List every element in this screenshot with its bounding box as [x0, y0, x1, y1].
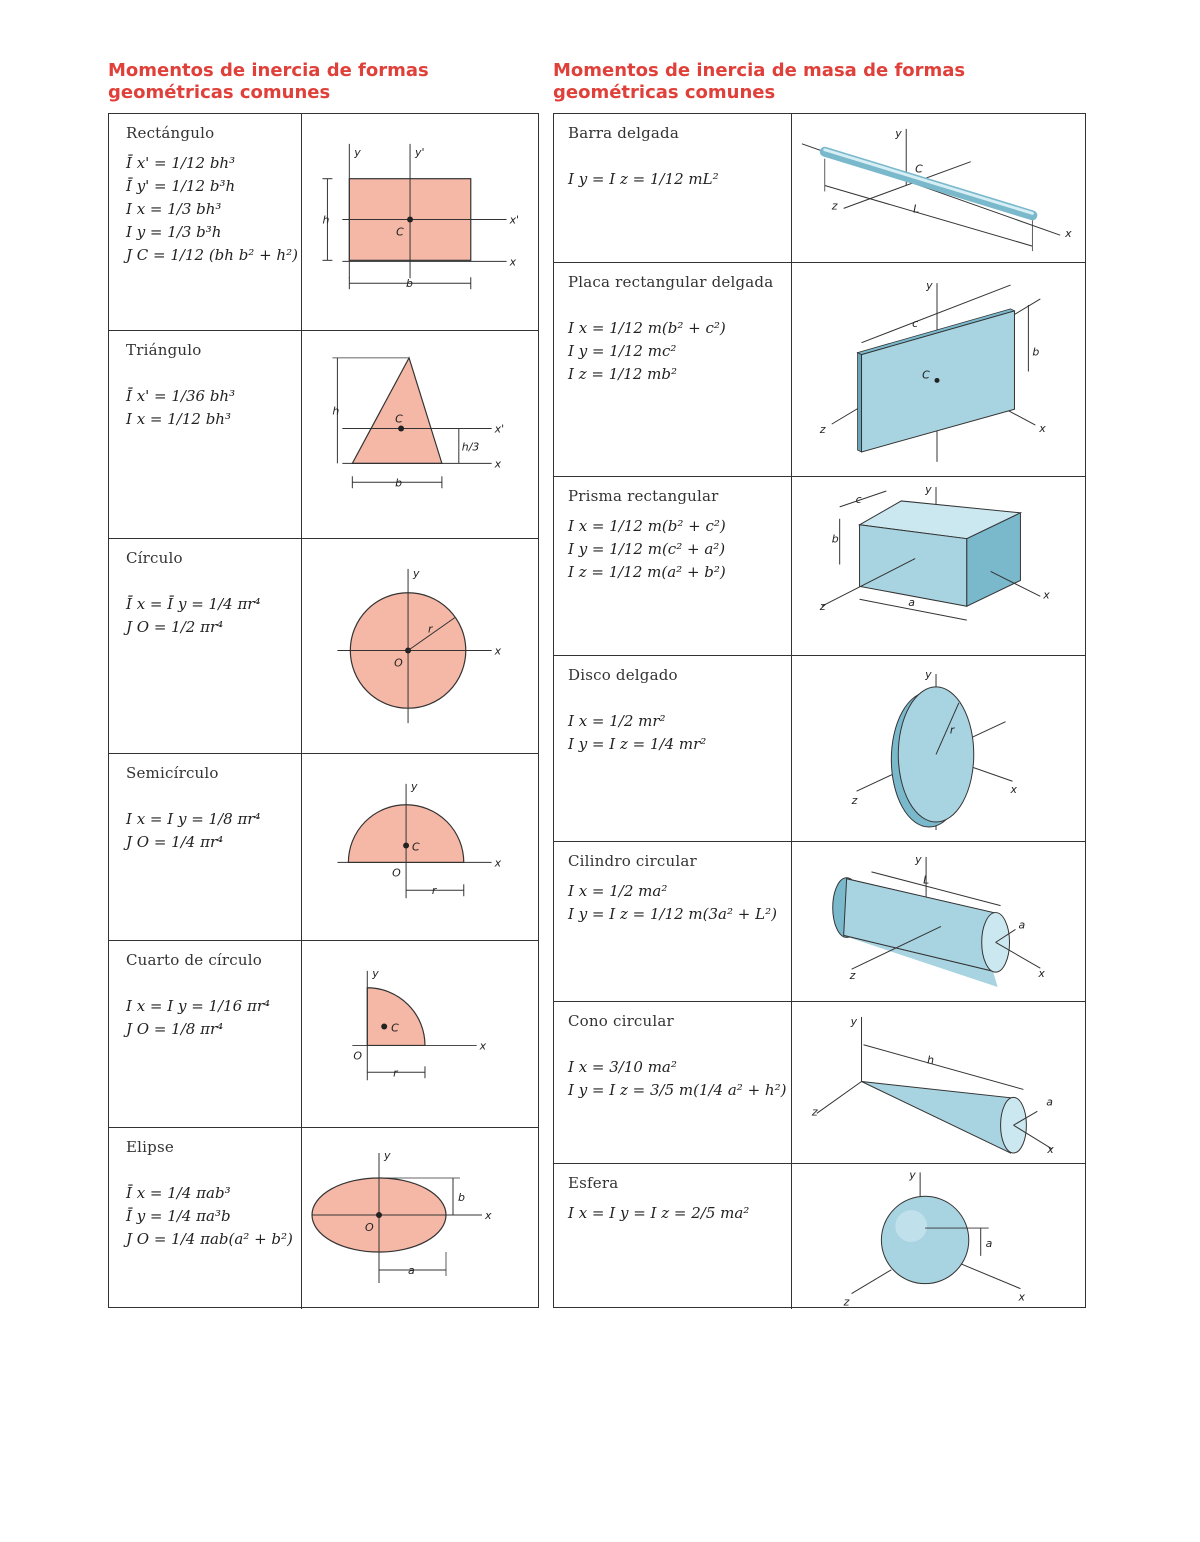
formula-cell — [109, 114, 302, 330]
mass-moments-table — [553, 113, 1086, 1308]
axis-label: y — [384, 1149, 391, 1162]
triangle-shape — [352, 358, 442, 463]
z-axis — [852, 1270, 892, 1294]
shape-name: Círculo — [126, 549, 183, 567]
formula: I y = 1/12 m(c² + a²) — [568, 540, 726, 558]
formula: I x = 1/3 bh³ — [126, 200, 222, 218]
formula: I x = I y = I z = 2/5 ma² — [568, 1204, 750, 1222]
thin-disk-diagram — [792, 656, 1085, 841]
table-row-slender-rod — [554, 114, 1085, 263]
formula-cell — [109, 331, 302, 538]
dimension-label: b — [831, 532, 839, 546]
formula: J O = 1/8 πr⁴ — [126, 1020, 224, 1038]
axis-label: x — [509, 255, 517, 269]
cylinder-diagram — [792, 842, 1085, 1001]
table-row-thin-disk — [554, 656, 1085, 842]
origin-label: O — [394, 656, 403, 670]
centroid-dot — [403, 843, 409, 849]
dimension-label: a — [1018, 918, 1026, 932]
axis-label: y — [909, 1168, 916, 1182]
formula-list — [568, 317, 791, 386]
rod-shape — [825, 152, 1033, 216]
axis-label: y — [925, 667, 932, 681]
ellipse-diagram — [302, 1128, 538, 1309]
formula: J O = 1/4 πab(a² + b²) — [126, 1230, 293, 1248]
centroid-label: C — [391, 1021, 399, 1035]
centroid-dot — [407, 217, 413, 223]
dimension-label: c — [855, 492, 862, 506]
formula: J O = 1/2 πr⁴ — [126, 618, 224, 636]
formula: I x = 3/10 ma² — [568, 1058, 677, 1076]
figure-cell — [302, 1128, 538, 1309]
table-row-semicircle — [109, 754, 538, 941]
axis-label: y — [413, 566, 420, 580]
cone-shape — [862, 1082, 1017, 1154]
table-row-cylinder — [554, 842, 1085, 1002]
rectangle-diagram — [302, 114, 538, 330]
axis-label: x — [494, 856, 502, 870]
center-dot — [935, 378, 940, 383]
z-axis — [817, 1082, 862, 1114]
formula: Ī x' = 1/12 bh³ — [126, 154, 236, 172]
slender-rod-diagram — [792, 114, 1085, 262]
axis-label: x — [1038, 967, 1045, 981]
figure-cell — [792, 114, 1085, 262]
axis-label: x — [1010, 783, 1017, 797]
axis-label: x — [1018, 1290, 1025, 1304]
formula-list — [568, 880, 791, 926]
dimension-label: b — [395, 476, 403, 490]
formula-list — [126, 593, 301, 639]
formula: I x = 1/12 bh³ — [126, 410, 231, 428]
formula: I x = I y = 1/8 πr⁴ — [126, 810, 261, 828]
dimension-label: h — [927, 1053, 934, 1067]
formula: I z = 1/12 m(a² + b²) — [568, 563, 726, 581]
formula: I x = 1/2 ma² — [568, 882, 668, 900]
formula-list — [568, 515, 791, 584]
shape-name: Semicírculo — [126, 764, 219, 782]
axis-label: x — [1065, 227, 1072, 241]
semicircle-diagram — [302, 754, 538, 940]
dimension-label: b — [406, 277, 414, 291]
area-moments-heading — [108, 60, 429, 104]
figure-cell — [792, 477, 1085, 655]
formula-list — [568, 168, 791, 191]
shape-name: Triángulo — [126, 341, 202, 359]
formula-cell — [554, 656, 792, 841]
quarter-circle-diagram — [302, 941, 538, 1127]
axis-label: y — [372, 966, 379, 980]
shape-name: Prisma rectangular — [568, 487, 719, 505]
origin-label: O — [392, 866, 401, 880]
dimension-label: a — [1046, 1095, 1053, 1109]
axis-label: y — [925, 482, 932, 496]
centroid-dot — [398, 426, 404, 432]
dimension-label: r — [427, 622, 433, 636]
formula: I x = 1/12 m(b² + c²) — [568, 517, 726, 535]
table-row-ellipse — [109, 1128, 538, 1309]
dimension-label: b — [458, 1191, 465, 1204]
axis-label: y — [915, 852, 922, 866]
h-dimension — [864, 1045, 1024, 1090]
formula: I x = 1/2 mr² — [568, 712, 666, 730]
axis-label: z — [851, 794, 858, 808]
center-label: C — [915, 162, 923, 176]
formula-cell — [554, 1164, 792, 1309]
formula-cell — [109, 941, 302, 1127]
axis-label: y' — [415, 145, 425, 159]
formula: I y = I z = 1/12 mL² — [568, 170, 719, 188]
l-dimension — [825, 186, 1033, 247]
formula: I y = I z = 1/4 mr² — [568, 735, 707, 753]
dimension-label: a — [408, 1264, 415, 1277]
figure-cell — [302, 331, 538, 538]
axis-label: z — [849, 969, 856, 983]
axis-label: x — [494, 644, 502, 658]
axis-label: x — [479, 1039, 487, 1053]
formula: I x = I y = 1/16 πr⁴ — [126, 997, 271, 1015]
dimension-label: L — [913, 202, 920, 216]
formula: J O = 1/4 πr⁴ — [126, 833, 224, 851]
figure-cell — [792, 656, 1085, 841]
origin-dot — [376, 1212, 382, 1218]
formula: I y = I z = 3/5 m(1/4 a² + h²) — [568, 1081, 787, 1099]
center-label: C — [922, 368, 930, 382]
rectangular-prism-diagram — [792, 477, 1085, 655]
axis-label: x — [1039, 422, 1046, 436]
table-row-rectangle — [109, 114, 538, 331]
formula-list — [126, 808, 301, 854]
axis-label: x — [1043, 588, 1050, 602]
axis-label: z — [831, 199, 838, 213]
dimension-label: a — [985, 1236, 993, 1250]
axis-label: x — [485, 1209, 492, 1222]
origin-label: O — [353, 1049, 362, 1063]
dimension-label: L — [923, 873, 930, 887]
axis-label: y — [850, 1014, 858, 1028]
dimension-label: h — [322, 213, 330, 227]
axis-label: y — [926, 279, 933, 293]
sphere-diagram — [792, 1164, 1085, 1309]
axis-label: z — [819, 600, 826, 614]
figure-cell — [302, 539, 538, 753]
formula-cell — [109, 1128, 302, 1309]
centroid-label: C — [395, 412, 403, 426]
shape-name: Barra delgada — [568, 124, 679, 142]
formula-cell — [554, 114, 792, 262]
dimension-label: h — [332, 404, 340, 418]
formula: I y = 1/12 mc² — [568, 342, 677, 360]
area-moments-table — [108, 113, 539, 1308]
disk-shape — [898, 687, 973, 822]
triangle-diagram — [302, 331, 538, 538]
formula: Ī x' = 1/36 bh³ — [126, 387, 236, 405]
table-row-quarter-circle — [109, 941, 538, 1128]
centroid-label: C — [412, 840, 420, 854]
formula-cell — [109, 754, 302, 940]
figure-cell — [792, 1164, 1085, 1309]
shape-name: Cono circular — [568, 1012, 674, 1030]
shape-name: Elipse — [126, 1138, 174, 1156]
sphere-shape — [881, 1196, 968, 1283]
formula-list — [126, 385, 301, 431]
circle-diagram — [302, 539, 538, 753]
dimension-label: c — [912, 316, 919, 330]
dimension-label: r — [393, 1066, 398, 1080]
formula-cell — [554, 1002, 792, 1163]
formula-list — [126, 1182, 301, 1251]
formula-cell — [554, 842, 792, 1001]
axis-label: y — [895, 126, 902, 140]
shape-name: Esfera — [568, 1174, 619, 1192]
dimension-label: h/3 — [461, 440, 480, 454]
heading-line: Momentos de inercia de formas — [108, 60, 429, 81]
table-row-cone — [554, 1002, 1085, 1164]
formula: I y = I z = 1/12 m(3a² + L²) — [568, 905, 777, 923]
formula: Ī x = 1/4 πab³ — [126, 1184, 231, 1202]
centroid-dot — [381, 1024, 387, 1030]
shape-name: Cuarto de círculo — [126, 951, 262, 969]
formula-cell — [554, 263, 792, 476]
axis-label: x' — [494, 422, 505, 436]
formula: Ī y = 1/4 πa³b — [126, 1207, 231, 1225]
centroid-label: C — [396, 225, 404, 239]
table-row-triangle — [109, 331, 538, 539]
heading-line: Momentos de inercia de masa de formas — [553, 60, 966, 81]
table-row-circle — [109, 539, 538, 754]
formula: J C = 1/12 (bh b² + h²) — [126, 246, 298, 264]
axis-label: x — [494, 457, 502, 471]
shape-name: Disco delgado — [568, 666, 678, 684]
formula-list — [126, 995, 301, 1041]
formula-cell — [554, 477, 792, 655]
dimension-label: a — [908, 596, 915, 610]
figure-cell — [792, 842, 1085, 1001]
axis-label: y — [354, 145, 361, 159]
figure-cell — [302, 754, 538, 940]
figure-cell — [302, 114, 538, 330]
axis-label: z — [843, 1295, 850, 1309]
axis-label: z — [819, 423, 826, 437]
quarter-circle-shape — [367, 988, 425, 1046]
axis-label: z — [811, 1105, 818, 1119]
table-row-sphere — [554, 1164, 1085, 1309]
formula-cell — [109, 539, 302, 753]
heading-line: geométricas comunes — [108, 82, 331, 103]
formula-list — [568, 1202, 791, 1225]
x-axis — [961, 1264, 1021, 1289]
axis-label: y — [411, 779, 418, 793]
formula-list — [568, 1056, 791, 1102]
formula-list — [126, 152, 301, 267]
thin-plate-diagram — [792, 263, 1085, 476]
prism-shape — [860, 525, 967, 606]
mass-moments-heading — [553, 60, 965, 104]
formula: I x = 1/12 m(b² + c²) — [568, 319, 726, 337]
axis-label: x' — [509, 213, 520, 227]
shape-name: Cilindro circular — [568, 852, 697, 870]
heading-line: geométricas comunes — [553, 82, 776, 103]
origin-label: O — [365, 1221, 374, 1234]
z-axis — [844, 162, 971, 209]
cone-diagram — [792, 1002, 1085, 1163]
formula: Ī x = Ī y = 1/4 πr⁴ — [126, 595, 261, 613]
formula: I y = 1/3 b³h — [126, 223, 222, 241]
figure-cell — [792, 1002, 1085, 1163]
formula: Ī y' = 1/12 b³h — [126, 177, 236, 195]
formula: I z = 1/12 mb² — [568, 365, 677, 383]
formula-list — [568, 710, 791, 756]
dimension-label: r — [431, 884, 437, 898]
table-row-thin-plate — [554, 263, 1085, 477]
axis-label: x — [1047, 1143, 1054, 1157]
figure-cell — [302, 941, 538, 1127]
shape-name: Placa rectangular delgada — [568, 273, 774, 291]
dimension-label: b — [1032, 345, 1040, 359]
dimension-label: r — [949, 723, 955, 737]
figure-cell — [792, 263, 1085, 476]
c-dimension — [840, 491, 887, 507]
shape-name: Rectángulo — [126, 124, 215, 142]
table-row-rectangular-prism — [554, 477, 1085, 656]
